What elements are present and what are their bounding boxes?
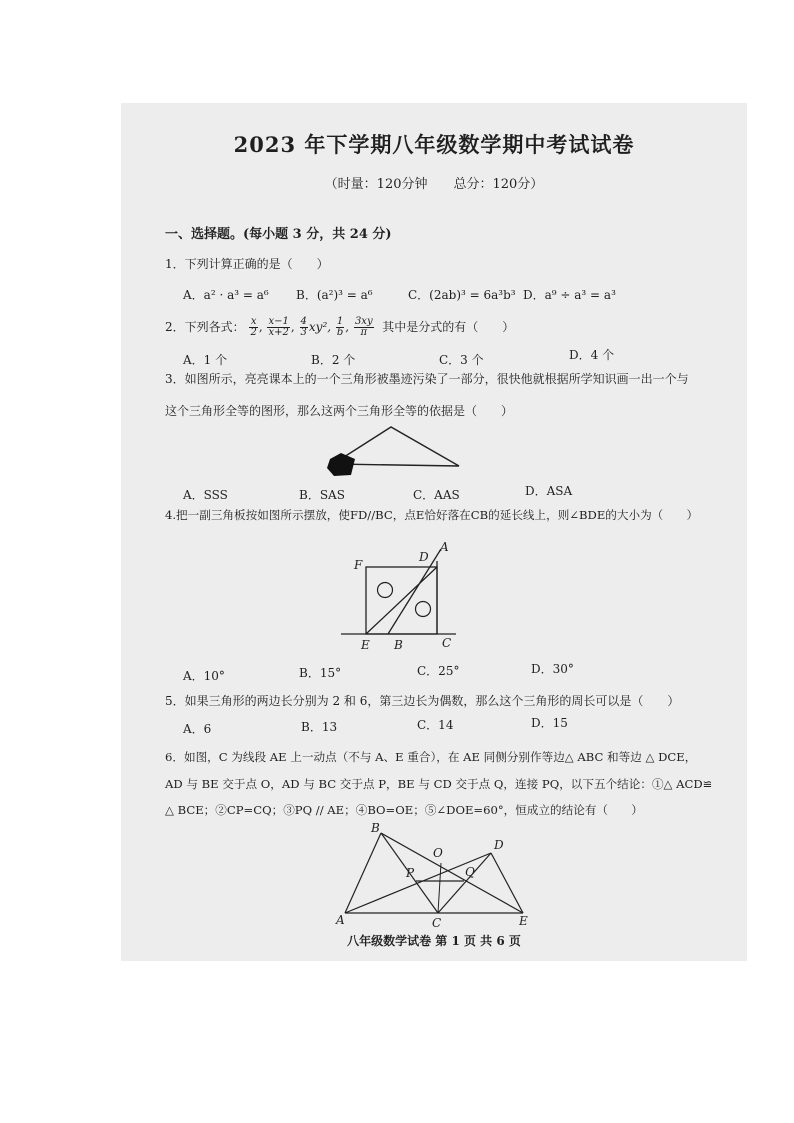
q2-fraction-2: $\frac{x-1}{x+2}$ <box>268 316 289 338</box>
q4-label-b: B <box>394 638 403 652</box>
q2-xy2: xy², <box>308 320 332 334</box>
q3-ink-blot <box>327 453 355 476</box>
q6-line-1: 6．如图，C 为线段 AE 上一动点（不与 A、E 重合），在 AE 同侧分别作等边△ ABC 和等边 △ DCE， <box>165 750 697 764</box>
q1-stem: 1．下列计算正确的是（ ） <box>165 257 329 271</box>
q6-label-q: Q <box>465 865 475 879</box>
exam-title: 2023 年下学期八年级数学期中考试试卷 <box>233 132 635 157</box>
q2-suffix: 其中是分式的有（ ） <box>382 320 515 334</box>
q4-option-c: C．25° <box>417 664 460 678</box>
q6-label-b: B <box>371 821 380 835</box>
q2-option-a: A．1 个 <box>183 353 228 367</box>
q2-fraction-3: $\frac{4}{3}$ <box>300 316 307 338</box>
q2-prefix: 2．下列各式： <box>165 320 245 334</box>
page-footer: 八年级数学试卷 第 1 页 共 6 页 <box>347 934 521 948</box>
q5-option-c: C．14 <box>417 718 454 732</box>
q4-option-a: A．10° <box>183 669 225 683</box>
q5-option-b: B．13 <box>301 720 338 734</box>
q1-option-c: C．(2ab)³ = 6a³b³ <box>408 288 516 302</box>
q4-stem: 4.把一副三角板按如图所示摆放，使FD//BC，点E恰好落在CB的延长线上，则∠BDE的大小为（ ） <box>165 508 699 522</box>
q2-fraction-1: $\frac{x}{2}$ <box>250 316 257 338</box>
q4-figure <box>331 539 461 654</box>
q4-line-de <box>366 567 437 634</box>
q4-option-b: B．15° <box>299 666 342 680</box>
q6-label-d: D <box>494 838 504 852</box>
q4-label-c: C <box>442 636 452 650</box>
q4-label-d: D <box>419 550 429 564</box>
q6-figure <box>331 821 541 931</box>
q3-option-c: C．AAS <box>413 488 460 502</box>
q6-line-cd <box>438 853 491 913</box>
q5-stem: 5．如果三角形的两边长分别为 2 和 6，第三边长为偶数，那么这个三角形的周长可以是（ ） <box>165 694 680 708</box>
q2-stem: 2．下列各式： $\frac{x}{2}$ , $\frac{x-1}{x+2}$ , $\frac{4}{3}$ xy², $\frac{1}{b}$ , $\frac{3xy}{\pi}$ 其中是分式的有（ ） <box>165 316 515 338</box>
q3-triangle-figure <box>321 421 471 481</box>
q6-label-c: C <box>432 916 442 930</box>
q4-label-e: E <box>361 638 370 652</box>
q6-label-e: E <box>519 914 528 928</box>
q3-line-1: 3．如图所示，亮亮课本上的一个三角形被墨迹污染了一部分，很快他就根据所学知识画一出一个与 <box>165 372 689 386</box>
q4-circle-2 <box>416 602 431 617</box>
exam-page <box>121 103 747 961</box>
q4-circle-1 <box>378 583 393 598</box>
q2-fraction-5: $\frac{3xy}{\pi}$ <box>354 316 373 338</box>
exam-subtitle: （时量：120分钟 总分：120分） <box>324 177 544 192</box>
q6-line-2: AD 与 BE 交于点 O，AD 与 BC 交于点 P，BE 与 CD 交于点 Q，连接 PQ，以下五个结论：①△ ACD≌ <box>165 777 713 791</box>
q5-option-d: D．15 <box>531 716 568 730</box>
q2-option-d: D．4 个 <box>569 348 615 362</box>
q2-fraction-4: $\frac{1}{b}$ <box>336 316 344 338</box>
q1-option-a: A．a² · a³ = a⁶ <box>183 288 269 302</box>
q1-option-b: B．(a²)³ = a⁶ <box>296 288 373 302</box>
q6-label-a: A <box>336 913 345 927</box>
q3-option-d: D．ASA <box>525 484 573 498</box>
q5-option-a: A．6 <box>183 722 212 736</box>
q6-line-3: △ BCE；②CP=CQ；③PQ // AE；④BO=OE；⑤∠DOE=60°，恒成立的结论有（ ） <box>165 803 643 817</box>
q4-label-a: A <box>440 540 449 554</box>
q4-label-f: F <box>354 558 363 572</box>
q4-option-d: D．30° <box>531 662 574 676</box>
q6-line-co <box>438 863 441 913</box>
q3-option-b: B．SAS <box>299 488 345 502</box>
q3-line-2: 这个三角形全等的图形，那么这两个三角形全等的依据是（ ） <box>165 404 514 418</box>
q2-option-b: B．2 个 <box>311 353 356 367</box>
q6-label-p: P <box>406 866 415 880</box>
section-heading: 一、选择题。(每小题 3 分，共 24 分) <box>165 227 392 242</box>
q2-option-c: C．3 个 <box>439 353 484 367</box>
q6-label-o: O <box>433 846 443 860</box>
q3-option-a: A．SSS <box>183 488 228 502</box>
q4-line-ba <box>388 549 441 634</box>
q1-option-d: D．a⁹ ÷ a³ = a³ <box>523 288 616 302</box>
